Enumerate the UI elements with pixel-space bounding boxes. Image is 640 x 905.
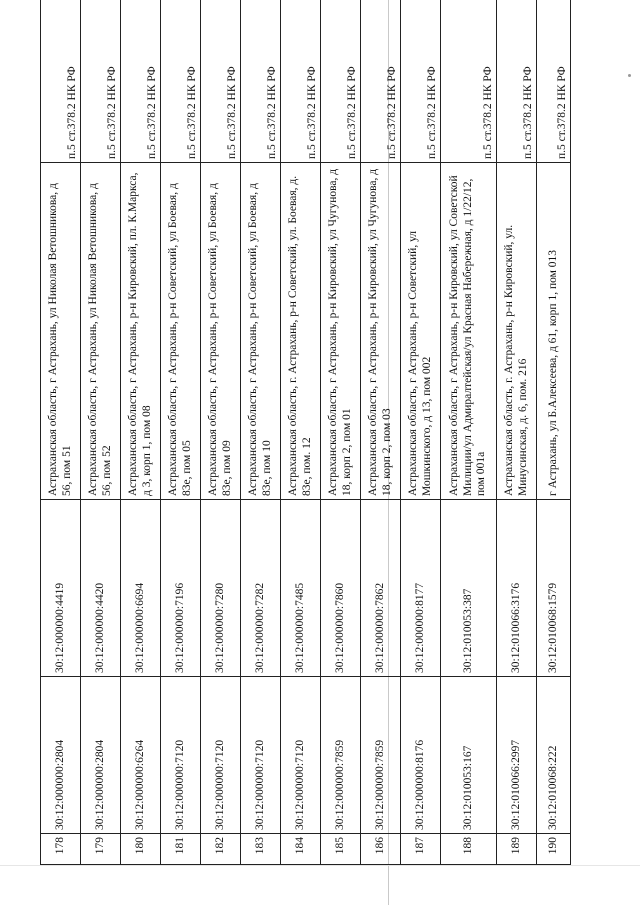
land-cadastral-number: 30:12:000000:7859 [321, 677, 361, 834]
table-row [281, 0, 321, 865]
page-fold-line-horizontal [0, 865, 640, 866]
table-row [537, 0, 571, 865]
tax-basis: п.5 ст.378.2 НК РФ [81, 0, 121, 163]
tax-basis: п.5 ст.378.2 НК РФ [201, 0, 241, 163]
land-cadastral-number: 30:12:000000:7120 [281, 677, 321, 834]
tax-basis: п.5 ст.378.2 НК РФ [401, 0, 441, 163]
property-table-body [41, 0, 571, 865]
object-address: г Астрахань, ул Б.Алексеева, д 61, корп 1, пом 013 [537, 163, 571, 500]
tax-basis: п.5 ст.378.2 НК РФ [121, 0, 161, 163]
land-cadastral-number: 30:12:000000:2804 [81, 677, 121, 834]
row-number: 187 [401, 834, 441, 865]
object-address: Астраханская область, г Астрахань, р-н Кировский, пл. К.Маркса, д 3, корп 1, пом 08 [121, 163, 161, 500]
tax-basis: п.5 ст.378.2 НК РФ [41, 0, 81, 163]
tax-basis: п.5 ст.378.2 НК РФ [241, 0, 281, 163]
row-number: 180 [121, 834, 161, 865]
object-cadastral-number: 30:12:000000:7862 [361, 500, 401, 677]
object-address: Астраханская область, г Астрахань, р-н Советский, ул Боевая, д 83е, пом 05 [161, 163, 201, 500]
object-cadastral-number: 30:12:010066:3176 [497, 500, 537, 677]
row-number: 179 [81, 834, 121, 865]
row-number: 183 [241, 834, 281, 865]
row-number: 189 [497, 834, 537, 865]
object-cadastral-number: 30:12:000000:8177 [401, 500, 441, 677]
row-number: 190 [537, 834, 571, 865]
land-cadastral-number: 30:12:000000:8176 [401, 677, 441, 834]
scan-dot [628, 74, 631, 77]
table-row [441, 0, 497, 865]
object-address: Астраханская область, г. Астрахань, р-н Кировский, ул. Минусинская, д. 6, пом. 216 [497, 163, 537, 500]
object-cadastral-number: 30:12:000000:7282 [241, 500, 281, 677]
object-address: Астраханская область, г Астрахань, р-н Советский, ул Боевая, д 83е, пом 09 [201, 163, 241, 500]
table-row [361, 0, 401, 865]
row-number: 178 [41, 834, 81, 865]
object-address: Астраханская область, г Астрахань, р-н Кировский, ул Чугунова, д 18, корп 2, пом 01 [321, 163, 361, 500]
row-number: 186 [361, 834, 401, 865]
object-cadastral-number: 30:12:000000:4419 [41, 500, 81, 677]
table-row [81, 0, 121, 865]
table-row [41, 0, 81, 865]
land-cadastral-number: 30:12:000000:6264 [121, 677, 161, 834]
tax-basis: п.5 ст.378.2 НК РФ [497, 0, 537, 163]
row-number: 184 [281, 834, 321, 865]
table-row [241, 0, 281, 865]
land-cadastral-number: 30:12:000000:7120 [201, 677, 241, 834]
object-address: Астраханская область, г Астрахань, р-н Кировский, ул Советской Милиции/ул Адмиралтейская/ул Красная Набережная, д 1/22/12, пом 001а [441, 163, 497, 500]
object-cadastral-number: 30:12:010068:1579 [537, 500, 571, 677]
object-address: Астраханская область, г. Астрахань, р-н Советский, ул. Боевая, д. 83е, пом. 12 [281, 163, 321, 500]
tax-basis: п.5 ст.378.2 НК РФ [361, 0, 401, 163]
row-number: 185 [321, 834, 361, 865]
tax-basis: п.5 ст.378.2 НК РФ [281, 0, 321, 163]
object-cadastral-number: 30:12:000000:7280 [201, 500, 241, 677]
land-cadastral-number: 30:12:010066:2997 [497, 677, 537, 834]
object-cadastral-number: 30:12:000000:7196 [161, 500, 201, 677]
table-row [497, 0, 537, 865]
table-row [201, 0, 241, 865]
land-cadastral-number: 30:12:000000:7120 [161, 677, 201, 834]
object-address: Астраханская область, г Астрахань, р-н Кировский, ул Чугунова, д 18, корп 2, пом 03 [361, 163, 401, 500]
tax-basis: п.5 ст.378.2 НК РФ [441, 0, 497, 163]
object-address: Астраханская область, г Астрахань, р-н Советский, ул Боевая, д 83е, пом 10 [241, 163, 281, 500]
tax-basis: п.5 ст.378.2 НК РФ [321, 0, 361, 163]
land-cadastral-number: 30:12:010053:167 [441, 677, 497, 834]
tax-basis: п.5 ст.378.2 НК РФ [537, 0, 571, 163]
object-cadastral-number: 30:12:000000:6694 [121, 500, 161, 677]
land-cadastral-number: 30:12:000000:7859 [361, 677, 401, 834]
object-cadastral-number: 30:12:000000:7485 [281, 500, 321, 677]
row-number: 182 [201, 834, 241, 865]
land-cadastral-number: 30:12:010068:222 [537, 677, 571, 834]
tax-basis: п.5 ст.378.2 НК РФ [161, 0, 201, 163]
table-row [321, 0, 361, 865]
object-address: Астраханская область, г Астрахань, ул Николая Ветошникова, д 56, пом 51 [41, 163, 81, 500]
table-row [161, 0, 201, 865]
object-cadastral-number: 30:12:000000:7860 [321, 500, 361, 677]
object-cadastral-number: 30:12:010053:387 [441, 500, 497, 677]
object-cadastral-number: 30:12:000000:4420 [81, 500, 121, 677]
row-number: 188 [441, 834, 497, 865]
property-table [40, 0, 571, 865]
table-row [401, 0, 441, 865]
land-cadastral-number: 30:12:000000:2804 [41, 677, 81, 834]
object-address: Астраханская область, г Астрахань, ул Николая Ветошникова, д 56, пом 52 [81, 163, 121, 500]
object-address: Астраханская область, г Астрахань, р-н Советский, ул Мошкинского, д 13, пом 002 [401, 163, 441, 500]
table-row [121, 0, 161, 865]
rotated-table-sheet [40, 5, 590, 865]
row-number: 181 [161, 834, 201, 865]
land-cadastral-number: 30:12:000000:7120 [241, 677, 281, 834]
